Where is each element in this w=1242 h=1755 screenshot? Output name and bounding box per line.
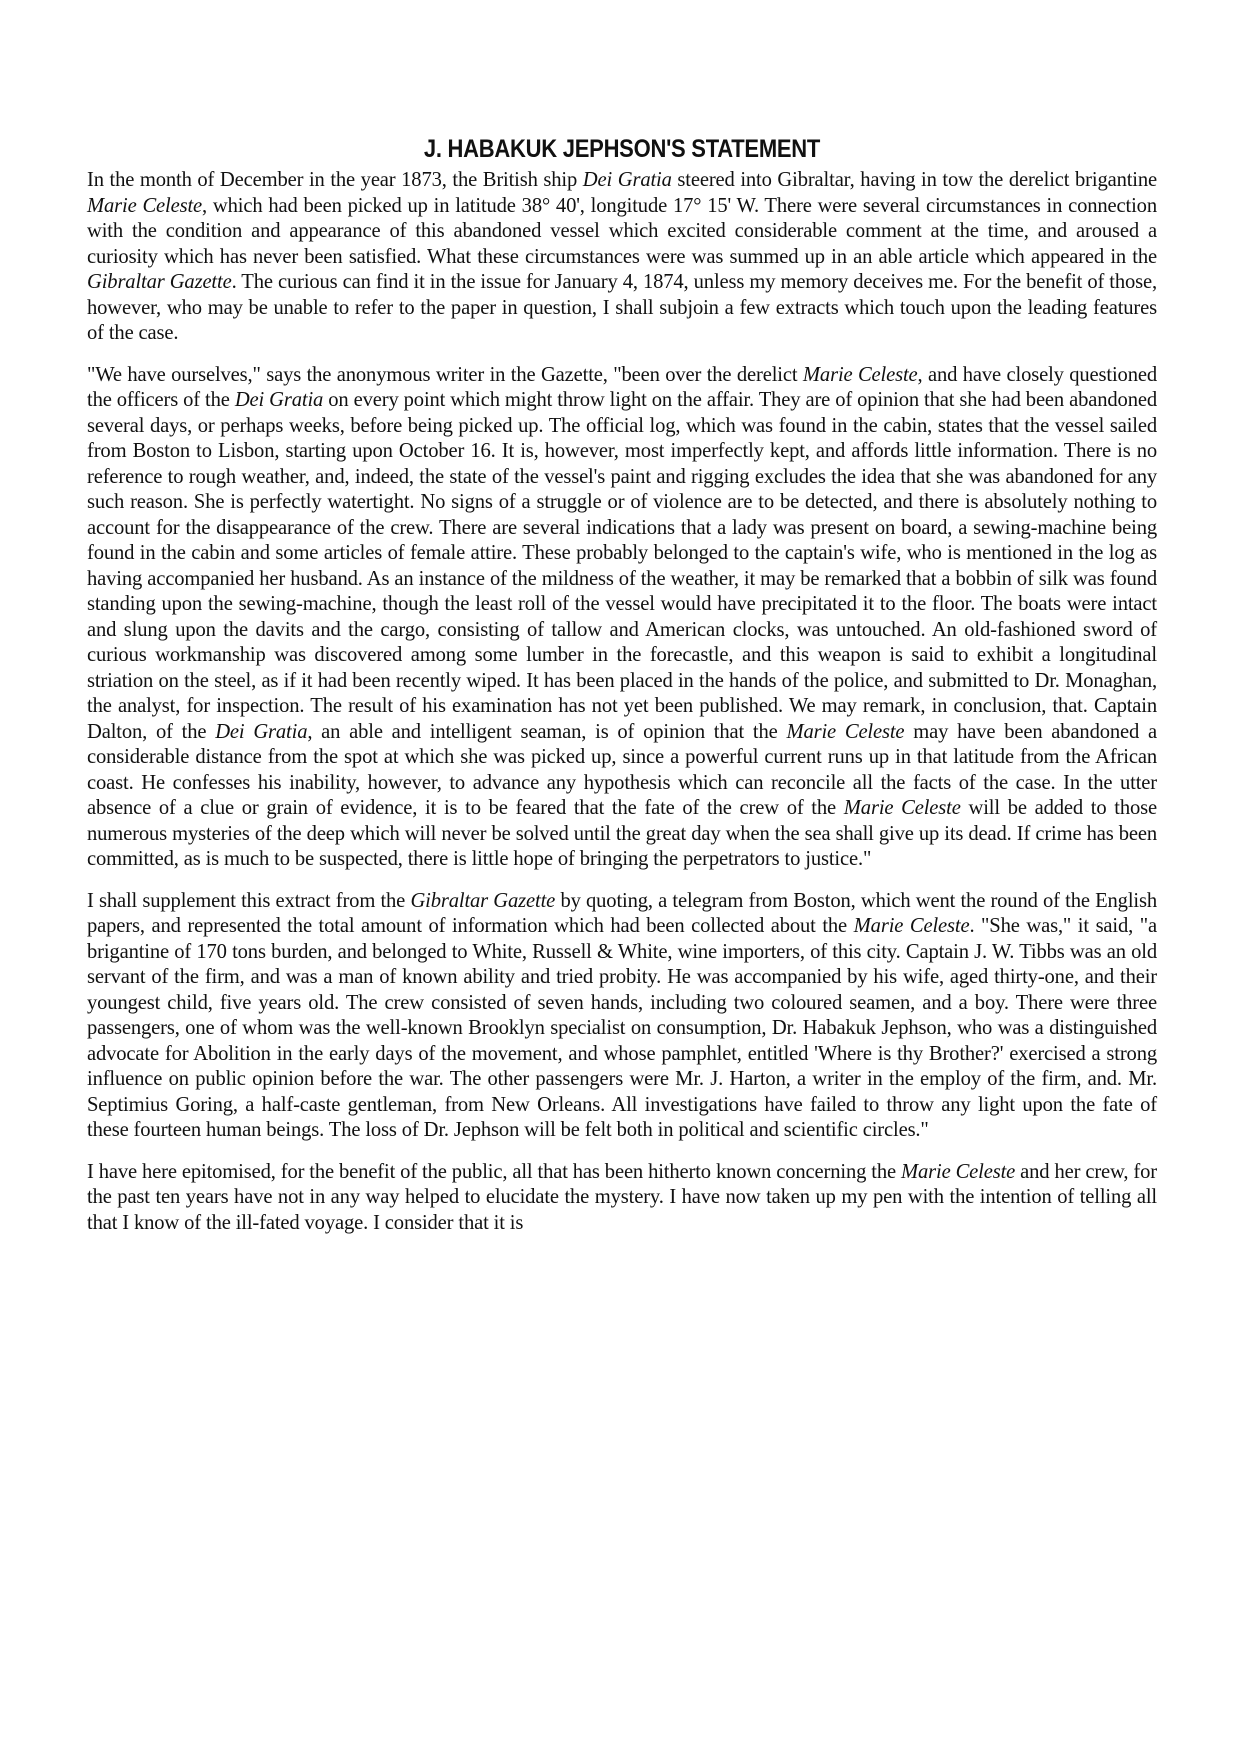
italic-text: Marie Celeste xyxy=(87,194,203,217)
italic-text: Marie Celeste xyxy=(786,720,905,743)
body-text: , and have closely questioned the officers of the xyxy=(87,363,1157,411)
document-body xyxy=(87,168,1157,1236)
italic-text: Dei Gratia xyxy=(215,720,308,743)
body-text: . The curious can find it in the issue for January 4, 1874, unless my memory deceives me. For the benefit of those, however, who may be unable to refer to the paper in question, I shall subjoin a few extracts which touch upon the leading features of the case. xyxy=(87,271,1157,344)
italic-text: Marie Celeste xyxy=(802,363,918,386)
italic-text: Marie Celeste xyxy=(853,915,970,937)
italic-text: Gibraltar Gazette xyxy=(87,271,232,293)
italic-text: Marie Celeste xyxy=(843,797,961,819)
document-page xyxy=(87,134,1157,1252)
body-text: steered into Gibraltar, having in tow the derelict brigantine xyxy=(671,169,1158,191)
paragraph-3 xyxy=(87,889,1157,1144)
body-text: "We have ourselves," says the anonymous writer in the Gazette, "been over the derelict xyxy=(87,363,803,386)
body-text: by quoting, a telegram from Boston, which went the round of the English papers, and represented the total amount of information which had been collected about the xyxy=(87,889,1157,937)
italic-text: Gibraltar Gazette xyxy=(410,889,556,912)
body-text: may have been abandoned a considerable distance from the spot at which she was picked up, since a powerful current runs up in that latitude from the African coast. He confesses his inability, however, to advance any hypothesis which can reconcile all the facts of the case. In the utter absence of a clue or grain of evidence, it is to be feared that the fate of the crew of the xyxy=(87,720,1157,819)
body-text: . "She was," it said, "a brigantine of 170 tons burden, and belonged to White, Russell & White, wine importers, of this city. Captain J. W. Tibbs was an old servant of the firm, and was a man of known ability and tried probity. He was accompanied by his wife, aged thirty-one, and their youngest child, five years old. The crew consisted of seven hands, including two coloured seamen, and a boy. There were three passengers, one of whom was the well-known Brooklyn specialist on consumption, Dr. Habakuk Jephson, who was a distinguished advocate for Abolition in the early days of the movement, and whose pamphlet, entitled 'Where is thy Brother?' exercised a strong influence on public opinion before the war. The other passengers were Mr. J. Harton, a writer in the employ of the firm, and. Mr. Septimius Goring, a half-caste gentleman, from New Orleans. All investigations have failed to throw any light upon the fate of these fourteen human beings. The loss of Dr. Jephson will be felt both in political and scientific circles." xyxy=(87,915,1157,1141)
body-text: , an able and intelligent seaman, is of opinion that the xyxy=(307,720,787,743)
body-text: In the month of December in the year 1873, the British ship xyxy=(87,169,583,191)
body-text: I have here epitomised, for the benefit of the public, all that has been hitherto known concerning the xyxy=(87,1160,901,1183)
paragraph-4 xyxy=(87,1160,1157,1237)
body-text: and her crew, for the past ten years have not in any way helped to elucidate the mystery. I have now taken up my pen with the intention of telling all that I know of the ill-fated voyage. I consider that it is xyxy=(87,1160,1157,1234)
paragraph-2 xyxy=(87,363,1157,873)
body-text: , which had been picked up in latitude 38° 40', longitude 17° 15' W. There were several circumstances in connection with the condition and appearance of this abandoned vessel which excited considerable comment at the time, and aroused a curiosity which has never been satisfied. What these circumstances were was summed up in an able article which appeared in the xyxy=(87,194,1157,268)
italic-text: Marie Celeste xyxy=(901,1160,1016,1183)
body-text: I shall supplement this extract from the xyxy=(87,889,411,912)
body-text: will be added to those numerous mysteries of the deep which will never be solved until the great day when the sea shall give up its dead. If crime has been committed, as is much to be suspected, there is little hope of bringing the perpetrators to justice." xyxy=(87,797,1157,870)
document-title: J. HABAKUK JEPHSON'S STATEMENT xyxy=(423,135,821,163)
body-text: on every point which might throw light on the affair. They are of opinion that she had been abandoned several days, or perhaps weeks, before being picked up. The official log, which was found in the cabin, states that the vessel sailed from Boston to Lisbon, starting upon October 16. It is, however, most imperfectly kept, and affords little information. There is no reference to rough weather, and, indeed, the state of the vessel's paint and rigging excludes the idea that she was abandoned for any such reason. She is perfectly watertight. No signs of a struggle or of violence are to be detected, and there is absolutely nothing to account for the disappearance of the crew. There are several indications that a lady was present on board, a sewing-machine being found in the cabin and some articles of female attire. These probably belonged to the captain's wife, who is mentioned in the log as having accompanied her husband. As an instance of the mildness of the weather, it may be remarked that a bobbin of silk was found standing upon the sewing-machine, though the least roll of the vessel would have precipitated it to the floor. The boats were intact and slung upon the davits and the cargo, consisting of tallow and American clocks, was untouched. An old-fashioned sword of curious workmanship was discovered among some lumber in the forecastle, and this weapon is said to exhibit a longitudinal striation on the steel, as if it had been recently wiped. It has been placed in the hands of the police, and submitted to Dr. Monaghan, the analyst, for inspection. The result of his examination has not yet been published. We may remark, in conclusion, that. Captain Dalton, of the xyxy=(87,389,1157,743)
italic-text: Dei Gratia xyxy=(582,169,672,191)
paragraph-1 xyxy=(87,168,1157,347)
italic-text: Dei Gratia xyxy=(234,389,324,411)
